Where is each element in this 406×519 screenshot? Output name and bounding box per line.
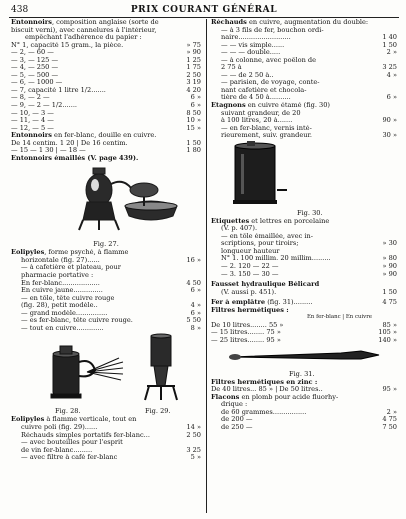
price-row-label: En cuivre jaune.............. xyxy=(21,287,103,295)
price-row xyxy=(11,102,201,110)
price-row xyxy=(11,272,201,280)
filtres-price-list xyxy=(211,322,397,345)
entonnoirs-desc-line xyxy=(11,34,201,42)
price-row-label: — parisien, de voyage, conte- xyxy=(221,79,320,87)
price-row-label: De 14 centim. 1 20 | De 16 centim. xyxy=(11,139,128,147)
price-row-label: — 2, — 60 — xyxy=(11,49,54,57)
price-row-value: 140 » xyxy=(378,336,397,344)
eolipyle-illustrations xyxy=(11,332,201,406)
price-row-value: 3 25 xyxy=(382,64,397,72)
flacons-price-list xyxy=(211,401,397,431)
price-row xyxy=(211,424,397,432)
price-row-value: 8 » xyxy=(190,324,201,332)
price-row-label: — en fer-blanc, vernis inté- xyxy=(221,124,312,132)
price-row xyxy=(211,263,397,271)
price-row-value: 1 50 xyxy=(382,41,397,49)
price-row xyxy=(211,255,397,263)
price-row-value: 6 » xyxy=(190,309,201,317)
price-row-value: 3 19 xyxy=(186,79,201,87)
price-row-value: 85 » xyxy=(382,321,397,329)
price-row xyxy=(211,34,397,42)
price-row xyxy=(211,409,397,417)
price-row-value: 7 50 xyxy=(382,423,397,431)
price-row-value: » 90 xyxy=(382,270,397,278)
flacons-heading xyxy=(211,394,397,402)
price-row xyxy=(211,233,397,241)
price-row-value: 6 » xyxy=(190,94,201,102)
etiquettes-first-line: et lettres en porcelaine xyxy=(249,217,330,225)
price-row-value: 1 75 xyxy=(186,64,201,72)
figure-28-caption: Fig. 28. xyxy=(55,407,81,416)
price-row-label: De 10 litres........ 55 » xyxy=(211,321,284,329)
eolipyles-2-price-list xyxy=(11,424,201,462)
etagnons-heading xyxy=(211,102,397,110)
etagnons-title: Étagnons xyxy=(211,102,246,110)
price-row xyxy=(11,64,201,72)
price-row-value: 1 80 xyxy=(186,147,201,155)
price-row-label: de 250 — xyxy=(221,423,253,431)
price-row-value: 8 50 xyxy=(186,109,201,117)
figure-31-caption: Fig. 31. xyxy=(289,369,315,378)
eolipyles-desc: , forme psyché, à flamme xyxy=(44,249,129,257)
entonnoirs-price-list xyxy=(11,42,201,133)
ferblanc-desc: en fer-blanc, douille en cuivre. xyxy=(51,132,157,140)
rechauds-heading xyxy=(211,19,397,27)
price-row-label: de 60 grammes................ xyxy=(221,408,307,416)
eol2-title: Éolipyles xyxy=(11,416,45,424)
price-row xyxy=(11,110,201,118)
price-row xyxy=(11,42,201,50)
header-rule xyxy=(9,17,399,18)
price-row-label: — 8, — 2 — xyxy=(11,94,50,102)
price-row-label: de vin fer-blanc......... xyxy=(21,446,93,454)
price-row-value: 1 40 xyxy=(382,34,397,42)
price-row-label: scriptions, pour tiroirs; xyxy=(221,240,299,248)
price-row-value: 2 » xyxy=(386,408,397,416)
page-number: 438 xyxy=(11,5,29,15)
entonnoirs-desc-line xyxy=(11,27,201,35)
price-row xyxy=(211,117,397,125)
price-row-value: 90 » xyxy=(382,117,397,125)
price-row-value: 105 » xyxy=(378,329,397,337)
ferblanc-heading xyxy=(11,132,201,140)
price-row-value: 5 50 xyxy=(186,317,201,325)
price-row xyxy=(211,110,397,118)
price-row-label: N° 1. 100 millim. 20 millim......... xyxy=(221,255,331,263)
eol2-first-line: à flamme verticale, tout en xyxy=(46,416,137,424)
price-row xyxy=(11,317,201,325)
price-row xyxy=(11,117,201,125)
eolipyles-title: Éolipyles xyxy=(11,249,45,257)
price-row-value: 2 » xyxy=(386,49,397,57)
entonnoirs-desc-1: biscuit verni), avec cannelures à l'intérieur, xyxy=(11,26,157,34)
price-row-value: 6 » xyxy=(190,102,201,110)
price-row xyxy=(11,310,201,318)
price-row-label: N° 1, capacité 15 gram., la pièce. xyxy=(11,41,124,49)
etiquettes-price-list xyxy=(211,225,397,278)
filtres-title: Filtres hermétiques : xyxy=(211,306,289,314)
price-row-label: 2 75 à xyxy=(221,64,242,72)
price-row-label: — grand modèle............... xyxy=(21,309,108,317)
price-row xyxy=(211,386,397,394)
price-row-label: — à colonne, avec poêlon de xyxy=(221,56,317,64)
price-row-label: cuivre poli (fig. 29)...... xyxy=(21,423,98,431)
price-row xyxy=(211,94,397,102)
price-row-value: 2 50 xyxy=(186,431,201,439)
price-row-value: 6 » xyxy=(386,94,397,102)
price-row-label: (V. p. 407). xyxy=(221,225,258,233)
price-row-value: 4 50 xyxy=(186,279,201,287)
price-row-label: — 11, — 4 — xyxy=(11,117,54,125)
price-row xyxy=(211,416,397,424)
left-column xyxy=(11,19,201,462)
price-row xyxy=(11,424,201,432)
filtres-head: En fer-blanc | En cuivre xyxy=(307,314,372,321)
price-row-value: 4 » xyxy=(190,302,201,310)
figure-27-caption: Fig. 27. xyxy=(93,240,119,249)
price-row-value: 4 » xyxy=(386,71,397,79)
price-row xyxy=(211,322,397,330)
price-row xyxy=(11,49,201,57)
price-row-value: 1 50 xyxy=(186,139,201,147)
figure-27-illustration xyxy=(11,162,201,239)
ferplatre-line xyxy=(211,299,397,307)
zinc-heading xyxy=(211,379,397,387)
price-row-label: — — — double..... xyxy=(221,49,281,57)
etagnon-cylinder-illustration xyxy=(211,140,397,208)
price-row xyxy=(11,79,201,87)
price-row xyxy=(11,454,201,462)
price-row-value: 10 » xyxy=(186,117,201,125)
figure-28-29-captions xyxy=(11,406,201,416)
price-row-label: — avec bouteilles pour l'esprit xyxy=(21,439,123,447)
price-row-label: longueur hauteur xyxy=(221,247,280,255)
price-row xyxy=(11,439,201,447)
entonnoirs-desc-2: empêchant l'adhérence du papier : xyxy=(25,34,142,42)
figure-30-caption: Fig. 30. xyxy=(297,208,323,217)
figure-30-illustration xyxy=(211,140,397,208)
entonnoirs-title: Entonnoirs xyxy=(11,19,52,26)
price-row xyxy=(211,240,397,248)
price-row xyxy=(11,57,201,65)
price-row xyxy=(211,225,397,233)
price-row xyxy=(11,140,201,148)
price-row xyxy=(211,248,397,256)
price-row xyxy=(11,325,201,333)
price-row xyxy=(211,271,397,279)
price-row-label: — 3. 150 — 30 — xyxy=(221,270,279,278)
coffee-apparatus-illustration xyxy=(11,162,201,239)
rechauds-first-line: en cuivre, augmentation du double: xyxy=(246,19,369,26)
catalog-page xyxy=(9,5,399,513)
price-row-label: — 5, — 500 — xyxy=(11,71,59,79)
price-row-label: horizontale (fig. 27)...... xyxy=(21,256,100,264)
price-row-value: 16 » xyxy=(186,256,201,264)
price-row-label: tière de 4 50 à.......... xyxy=(221,94,291,102)
price-row xyxy=(11,72,201,80)
price-row-label: — en tôle émaillée, avec in- xyxy=(221,232,314,240)
price-row-value: 14 » xyxy=(186,423,201,431)
price-row-label: de 200 — xyxy=(221,416,253,424)
price-row xyxy=(211,87,397,95)
price-row xyxy=(11,432,201,440)
price-row xyxy=(211,49,397,57)
price-row-label: à 100 litres, 20 à....... xyxy=(221,117,293,125)
ferplatre-rest: (fig. 31)......... xyxy=(265,299,313,307)
price-row-value: 2 50 xyxy=(186,71,201,79)
etagnons-first-line: en cuivre étamé (fig. 30) xyxy=(245,102,331,110)
price-row xyxy=(211,125,397,133)
price-row xyxy=(11,302,201,310)
price-row xyxy=(11,280,201,288)
emailles-text: Entonnoirs émaillés (V. page 439). xyxy=(11,154,139,162)
price-row-label: — 7, capacité 1 litre 1/2....... xyxy=(11,86,106,94)
price-row xyxy=(211,329,397,337)
price-row-label: — à cafetière et plateau, pour xyxy=(21,264,121,272)
price-row-label: En fer-blanc.................. xyxy=(21,279,100,287)
price-row-value: 3 25 xyxy=(186,446,201,454)
price-row xyxy=(211,27,397,35)
price-row-value: 1 25 xyxy=(186,56,201,64)
entonnoirs-desc-0: , composition anglaise (sorte de xyxy=(51,19,159,26)
emailles-line xyxy=(11,155,201,163)
price-row-label: — en tôle, tête cuivre rouge xyxy=(21,294,115,302)
price-row xyxy=(11,147,201,155)
price-row-label: naire......................... xyxy=(221,34,291,42)
price-row-label: — 3, — 125 — xyxy=(11,56,59,64)
price-row xyxy=(211,72,397,80)
price-row-label: rieurement, suiv. grandeur. xyxy=(221,132,313,140)
price-row-label: — avec filtre à café fer-blanc xyxy=(21,454,118,462)
ferblanc-price-list xyxy=(11,140,201,155)
rechauds-title: Réchauds xyxy=(211,19,247,26)
price-row-label: — 6, — 1000 — xyxy=(11,79,63,87)
price-row-value: 30 » xyxy=(382,132,397,140)
entonnoirs-heading xyxy=(11,19,201,27)
price-row-label: — es fer-blanc, tête cuivre rouge. xyxy=(21,317,133,325)
price-row-label: — à 3 fils de fer, bouchon ordi- xyxy=(221,26,324,34)
figure-28-29-illustration xyxy=(11,332,201,406)
ferplatre-title: Fer à emplâtre xyxy=(211,299,266,307)
price-row xyxy=(11,287,201,295)
price-row-label: nant cafetière et chocola- xyxy=(221,86,307,94)
price-row-label: — 4, — 250 — xyxy=(11,64,59,72)
price-row xyxy=(11,257,201,265)
price-row-value: 4 75 xyxy=(382,416,397,424)
price-row-label: Réchauds simples portatifs fer-blanc... xyxy=(21,431,150,439)
filtres-column-head xyxy=(211,314,397,322)
price-row xyxy=(211,401,397,409)
price-row xyxy=(211,337,397,345)
price-row-value: 6 » xyxy=(190,287,201,295)
price-row xyxy=(211,57,397,65)
price-row-label: — 9, — 2 — 1/2....... xyxy=(11,102,78,110)
fausset-price-list xyxy=(211,289,397,297)
fausset-title: Fausset hydraulique Bélicard xyxy=(211,281,320,289)
price-row-label: De 40 litres... 85 » | De 50 litres.. xyxy=(211,386,323,394)
price-row xyxy=(11,295,201,303)
flacons-title: Flacons xyxy=(211,393,240,401)
price-row-label: — 2. 120 — 22 — xyxy=(221,263,279,271)
figure-31-illustration xyxy=(211,345,397,369)
price-row xyxy=(11,125,201,133)
column-divider xyxy=(206,19,207,513)
price-row xyxy=(211,42,397,50)
right-column xyxy=(211,19,397,431)
ferplatre-price: 4 75 xyxy=(382,299,397,307)
price-row xyxy=(11,94,201,102)
price-row-label: — 12, — 5 — xyxy=(11,124,54,132)
price-row-label: (V. aussi p. 451). xyxy=(221,288,277,296)
price-row-value: » 75 xyxy=(186,41,201,49)
price-row xyxy=(211,132,397,140)
page-header xyxy=(9,5,399,17)
price-row xyxy=(11,447,201,455)
zinc-title: Filtres hermétiques en zinc : xyxy=(211,378,318,386)
price-row-label: — tout en cuivre............. xyxy=(21,324,104,332)
price-row-label: pharmacie portative : xyxy=(21,272,94,280)
price-row-label: suivant grandeur, de 20 xyxy=(221,109,301,117)
price-row-label: — 25 litres........ 95 » xyxy=(211,336,281,344)
flacons-first-line: en plomb pour acide fluorhy- xyxy=(239,393,339,401)
price-row-value: » 30 xyxy=(382,240,397,248)
price-row-label: — 15 — 1 30 | — 18 — xyxy=(11,147,86,155)
page-title: PRIX COURANT GÉNÉRAL xyxy=(130,5,278,15)
plaster-iron-illustration xyxy=(211,345,397,369)
price-row xyxy=(211,79,397,87)
price-row-value: » 80 xyxy=(382,255,397,263)
etagnons-price-list xyxy=(211,110,397,140)
filtres-heading xyxy=(211,307,397,315)
ferblanc-title: Entonnoirs xyxy=(11,132,52,140)
etiquettes-heading xyxy=(211,218,397,226)
price-row-value: 1 50 xyxy=(382,288,397,296)
eolipyles-heading xyxy=(11,249,201,257)
price-row-value: 15 » xyxy=(186,124,201,132)
rechauds-price-list xyxy=(211,27,397,102)
price-row xyxy=(11,87,201,95)
price-row-value: » 90 xyxy=(382,263,397,271)
zinc-price-list xyxy=(211,386,397,394)
price-row-label: (fig. 28), petit modèle.. xyxy=(21,302,98,310)
price-row-value: » 90 xyxy=(186,49,201,57)
price-row-label: — 15 litres........ 75 » xyxy=(211,329,281,337)
price-row xyxy=(211,64,397,72)
etiquettes-title: Étiquettes xyxy=(211,217,250,225)
price-row-label: drique : xyxy=(221,401,248,409)
eolipyles-2-heading xyxy=(11,416,201,424)
eolipyles-price-list xyxy=(11,257,201,332)
price-row-value: 95 » xyxy=(382,386,397,394)
price-row-label: — 10, — 3 — xyxy=(11,109,54,117)
fausset-heading xyxy=(211,281,397,289)
price-row-label: — — vis simple...... xyxy=(221,41,285,49)
figure-29-caption: Fig. 29. xyxy=(145,407,171,416)
price-row xyxy=(211,289,397,297)
price-row xyxy=(11,264,201,272)
price-row-label: — — de 2 50 à.. xyxy=(221,71,274,79)
price-row-value: 4 20 xyxy=(186,86,201,94)
price-row-value: 5 » xyxy=(190,454,201,462)
